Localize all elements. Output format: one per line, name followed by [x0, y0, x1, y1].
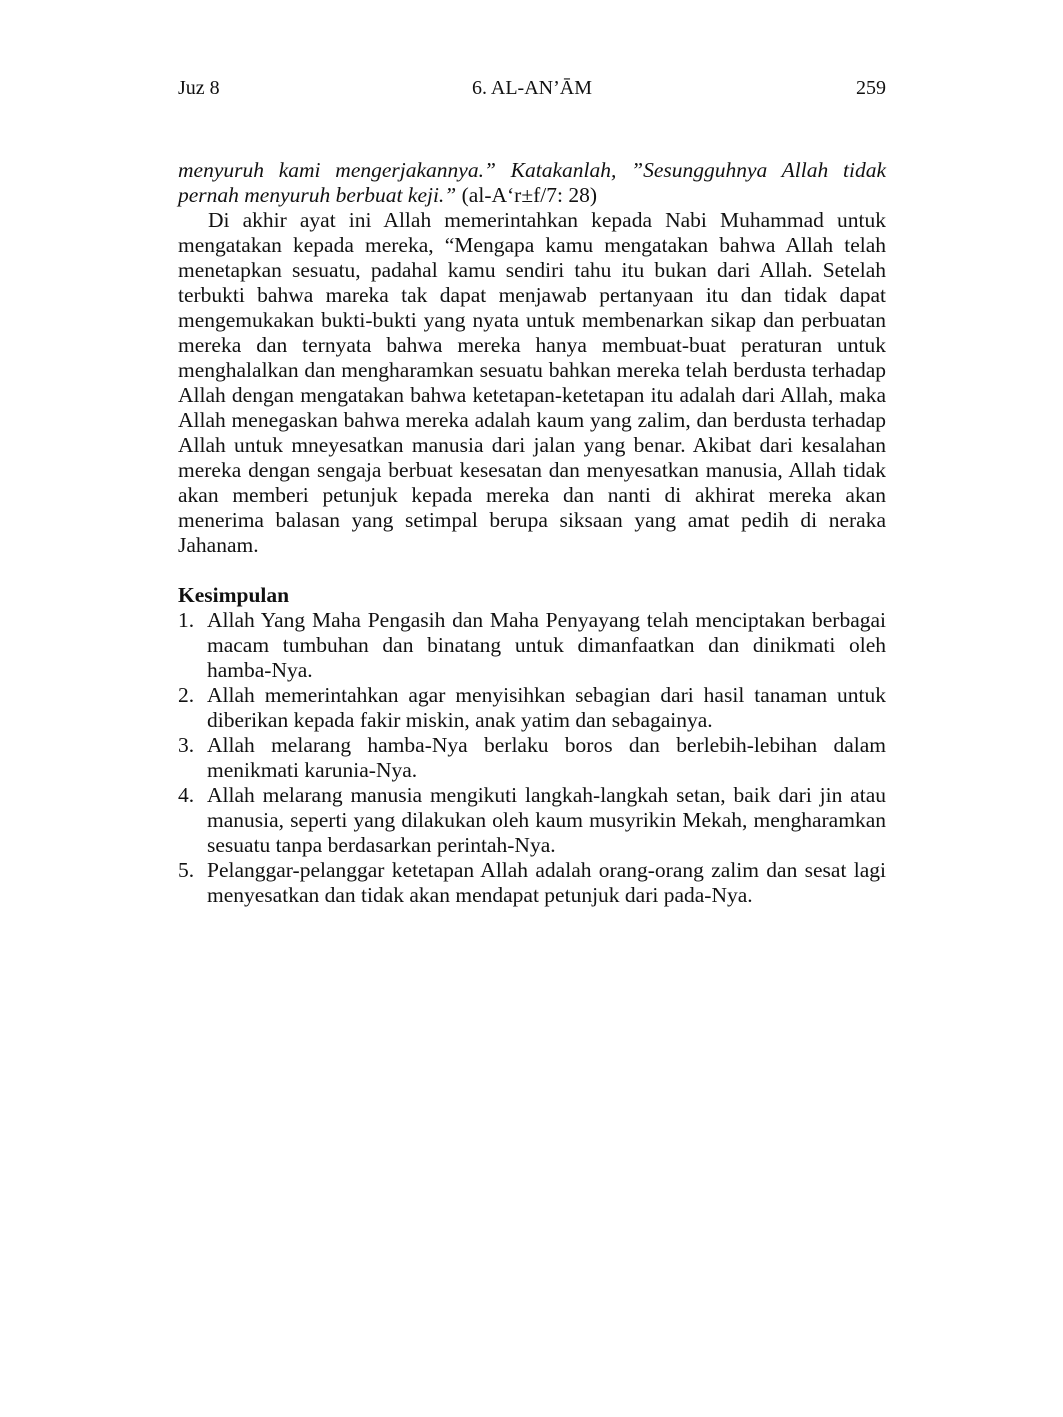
- list-item: [178, 858, 886, 908]
- list-item-text: Pelanggar-pelanggar ketetapan Allah adalah orang-orang zalim dan sesat lagi menyesatkan dan tidak akan mendapat petunjuk dari pada-Nya.: [207, 858, 886, 907]
- page-number: 259: [856, 77, 886, 99]
- quote-reference: (al-A‘r±f/7: 28): [456, 183, 598, 207]
- list-item-text: Allah Yang Maha Pengasih dan Maha Penyayang telah menciptakan berbagai macam tumbuhan dan binatang untuk dimanfaatkan dan dinikmati oleh hamba-Nya.: [207, 608, 886, 682]
- list-item: [178, 733, 886, 783]
- body-text: [178, 158, 886, 908]
- list-item-text: Allah memerintahkan agar menyisihkan sebagian dari hasil tanaman untuk diberikan kepada fakir miskin, anak yatim dan sebagainya.: [207, 683, 886, 732]
- list-item: [178, 783, 886, 858]
- list-item: [178, 683, 886, 733]
- commentary-paragraph: Di akhir ayat ini Allah memerintahkan kepada Nabi Muhammad untuk mengatakan kepada mereka, “Mengapa kamu mengatakan bahwa Allah telah menetapkan sesuatu, padahal kamu sendiri tahu itu bukan dari Allah. Setelah terbukti bahwa mareka tak dapat menjawab pertanyaan itu dan tidak dapat mengemukakan bukti-bukti yang nyata untuk membenarkan sikap dan perbuatan mereka dan ternyata bahwa mereka hanya membuat-buat peraturan untuk menghalalkan dan mengharamkan sesuatu bahkan mereka telah berdusta terhadap Allah dengan mengatakan bahwa ketetapan-ketetapan itu adalah dari Allah, maka Allah menegaskan bahwa mereka adalah kaum yang zalim, dan berdusta terhadap Allah untuk mneyesatkan manusia dari jalan yang benar. Akibat dari kesalahan mereka dengan sengaja berbuat kesesatan dan menyesatkan manusia, Allah tidak akan memberi petunjuk kepada mereka dan nanti di akhirat mereka akan menerima balasan yang setimpal berupa siksaan yang amat pedih di neraka Jahanam.: [178, 208, 886, 557]
- running-header: [178, 74, 886, 104]
- conclusion-heading: Kesimpulan: [178, 583, 290, 607]
- list-item-number: 3.: [178, 733, 195, 757]
- list-item-text: Allah melarang manusia mengikuti langkah-langkah setan, baik dari jin atau manusia, seperti yang dilakukan oleh kaum musyrikin Mekah, mengharamkan sesuatu tanpa berdasarkan perintah-Nya.: [207, 783, 886, 857]
- juz-label: Juz 8: [178, 77, 220, 99]
- list-item-number: 5.: [178, 858, 195, 882]
- quote-continuation: [178, 158, 886, 208]
- list-item-text: Allah melarang hamba-Nya berlaku boros dan berlebih-lebihan dalam menikmati karunia-Nya.: [207, 733, 886, 782]
- list-item-number: 2.: [178, 683, 195, 707]
- quote-italic-text: menyuruh kami mengerjakannya.” Katakanlah, ”Sesungguhnya Allah tidak pernah menyuruh berbuat keji.”: [178, 158, 886, 207]
- page: [178, 74, 886, 908]
- conclusion-list: [178, 608, 886, 908]
- list-item: [178, 608, 886, 683]
- list-item-number: 1.: [178, 608, 195, 632]
- list-item-number: 4.: [178, 783, 195, 807]
- surah-title: 6. AL-AN’ĀM: [472, 77, 592, 99]
